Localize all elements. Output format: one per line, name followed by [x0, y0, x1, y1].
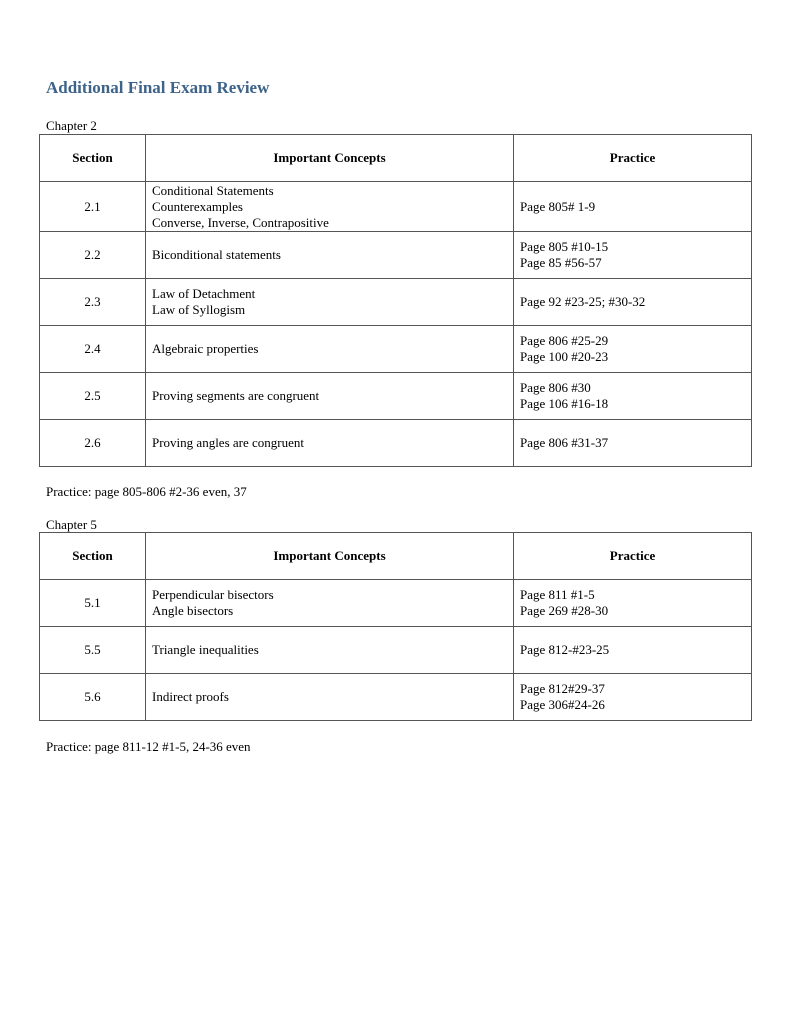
- header-section: Section: [40, 533, 146, 580]
- section-cell: 2.3: [40, 279, 146, 326]
- table-row: [40, 326, 752, 373]
- concept-line: Law of Syllogism: [152, 302, 246, 317]
- chapter-2-table: [39, 134, 752, 467]
- practice-line: Page 805# 1-9: [520, 198, 596, 214]
- practice-cell: [514, 627, 752, 674]
- concepts-cell: [146, 232, 514, 279]
- section-cell: 5.1: [40, 580, 146, 627]
- table-row: [40, 627, 752, 674]
- chapter-5-table: [39, 532, 752, 721]
- section-cell: 5.6: [40, 674, 146, 721]
- practice-cell: [514, 674, 752, 721]
- practice-line: Page 806 #31-37: [520, 435, 609, 450]
- practice-line: Page 106 #16-18: [520, 396, 609, 411]
- section-cell: 2.6: [40, 420, 146, 467]
- concepts-cell: [146, 182, 514, 232]
- practice-line: Page 92 #23-25; #30-32: [520, 294, 646, 309]
- concept-line: Proving angles are congruent: [152, 435, 304, 450]
- chapter-5-label: Chapter 5: [46, 517, 97, 532]
- concept-line: Indirect proofs: [152, 689, 229, 704]
- table-row: [40, 580, 752, 627]
- practice-cell: [514, 232, 752, 279]
- header-section: Section: [40, 135, 146, 182]
- page-title: Additional Final Exam Review: [46, 78, 270, 97]
- concept-line: Triangle inequalities: [152, 642, 259, 657]
- header-practice: Practice: [514, 533, 752, 580]
- concept-line: Angle bisectors: [152, 603, 234, 618]
- practice-cell: [514, 373, 752, 420]
- practice-cell: [514, 279, 752, 326]
- concepts-cell: [146, 580, 514, 627]
- concepts-cell: [146, 674, 514, 721]
- practice-cell: [514, 580, 752, 627]
- practice-line: Page 269 #28-30: [520, 603, 609, 618]
- chapter-2-practice-note: Practice: page 805-806 #2-36 even, 37: [46, 484, 247, 499]
- header-practice: Practice: [514, 135, 752, 182]
- practice-cell: [514, 326, 752, 373]
- concepts-cell: [146, 326, 514, 373]
- table-row: [40, 232, 752, 279]
- concept-line: Converse, Inverse, Contrapositive: [152, 214, 329, 230]
- practice-cell: [514, 420, 752, 467]
- concept-line: Perpendicular bisectors: [152, 587, 274, 602]
- practice-line: Page 306#24-26: [520, 697, 605, 712]
- practice-line: Page 806 #30: [520, 380, 591, 395]
- practice-line: Page 812#29-37: [520, 681, 605, 696]
- practice-cell: [514, 182, 752, 232]
- concept-line: Law of Detachment: [152, 286, 256, 301]
- table-header-row: [40, 135, 752, 182]
- practice-line: Page 806 #25-29: [520, 333, 609, 348]
- concept-line: Biconditional statements: [152, 247, 281, 262]
- table-row: [40, 373, 752, 420]
- section-cell: 2.1: [40, 182, 146, 232]
- concepts-cell: [146, 279, 514, 326]
- header-important-concepts: Important Concepts: [146, 533, 514, 580]
- practice-line: Page 100 #20-23: [520, 349, 609, 364]
- section-cell: 5.5: [40, 627, 146, 674]
- concept-line: Proving segments are congruent: [152, 388, 320, 403]
- header-important-concepts: Important Concepts: [146, 135, 514, 182]
- table-row: [40, 279, 752, 326]
- section-cell: 2.2: [40, 232, 146, 279]
- concept-line: Counterexamples: [152, 198, 243, 214]
- table-row: [40, 674, 752, 721]
- table-row: [40, 182, 752, 232]
- practice-line: Page 805 #10-15: [520, 239, 609, 254]
- chapter-2-label: Chapter 2: [46, 118, 97, 133]
- chapter-5-practice-note: Practice: page 811-12 #1-5, 24-36 even: [46, 739, 251, 754]
- practice-line: Page 811 #1-5: [520, 587, 595, 602]
- practice-line: Page 85 #56-57: [520, 255, 602, 270]
- concepts-cell: [146, 627, 514, 674]
- table-header-row: [40, 533, 752, 580]
- concepts-cell: [146, 420, 514, 467]
- section-cell: 2.5: [40, 373, 146, 420]
- section-cell: 2.4: [40, 326, 146, 373]
- concepts-cell: [146, 373, 514, 420]
- practice-line: Page 812-#23-25: [520, 642, 610, 657]
- table-row: [40, 420, 752, 467]
- concept-line: Conditional Statements: [152, 182, 274, 198]
- concept-line: Algebraic properties: [152, 341, 259, 356]
